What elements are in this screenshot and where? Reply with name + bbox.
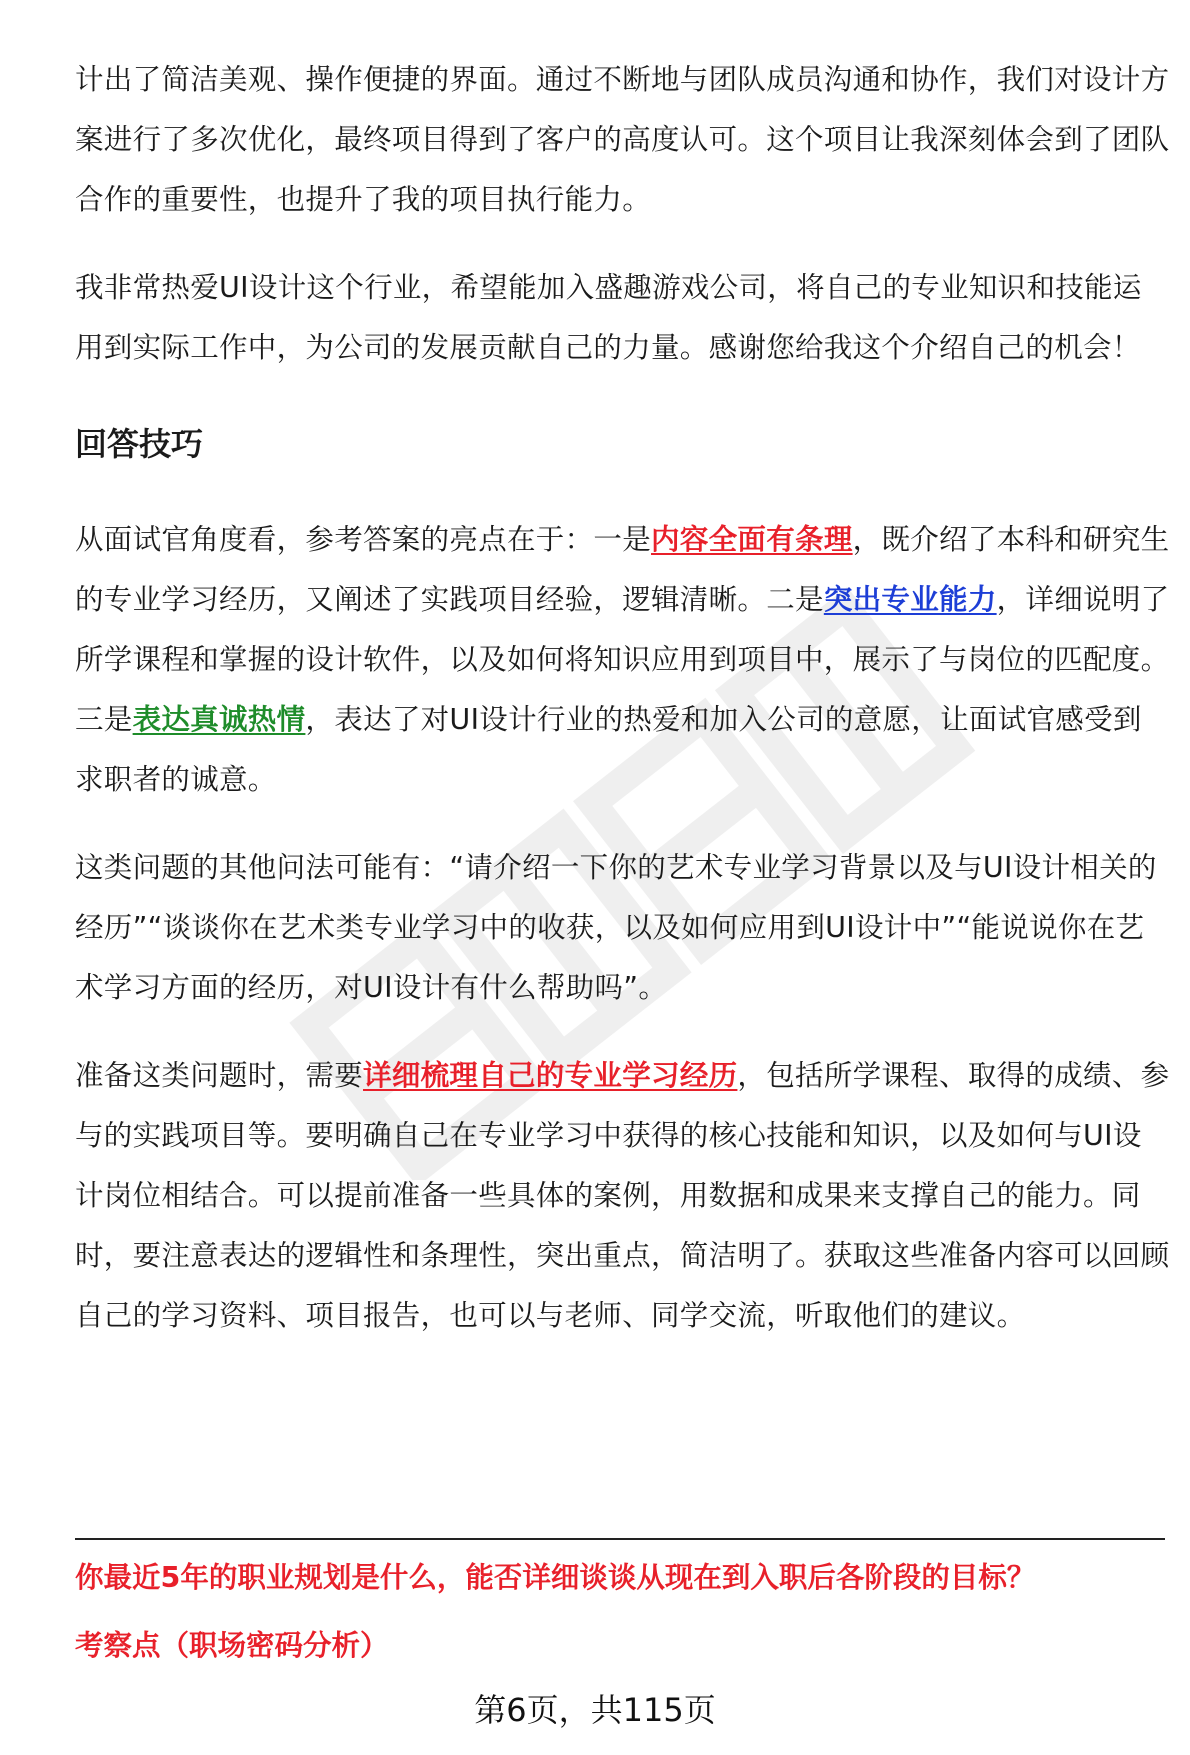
highlight-professional: 突出专业能力 bbox=[823, 583, 997, 616]
section-divider bbox=[75, 1538, 1165, 1540]
document-body bbox=[75, 50, 1170, 1346]
page-footer: 第6页，共115页 bbox=[474, 1691, 716, 1729]
section-heading: 回答技巧 bbox=[75, 425, 204, 463]
next-question: 你最近5年的职业规划是什么，能否详细谈谈从现在到入职后各阶段的目标？ bbox=[75, 1561, 1036, 1594]
highlight-comprehensive: 内容全面有条理 bbox=[651, 523, 853, 556]
highlight-sincere: 表达真诚热情 bbox=[132, 703, 306, 736]
highlight-study-experience: 详细梳理自己的专业学习经历 bbox=[363, 1059, 738, 1092]
tips-text-3: ，详细说明了所学课程和掌握的设计软件，以及如何将知识应用到项目中，展示了与岗位的匹配度。三是 bbox=[75, 583, 1170, 736]
prep-paragraph bbox=[75, 1046, 1170, 1346]
tips-text-2: ，既介绍了本科和研究生的专业学习经历，又阐述了实践项目经验，逻辑清晰。二是 bbox=[75, 523, 1170, 616]
tips-text-1: 从面试官角度看，参考答案的亮点在于：一是 bbox=[75, 523, 652, 556]
intro-paragraph-1: 计出了简洁美观、操作便捷的界面。通过不断地与团队成员沟通和协作，我们对设计方案进行了多次优化，最终项目得到了客户的高度认可。这个项目让我深刻体会到了团队合作的重要性，也提升了我的项目执行能力。 bbox=[75, 63, 1170, 216]
prep-text-1: 准备这类问题时，需要 bbox=[75, 1059, 364, 1092]
intro-paragraph-2: 我非常热爱UI设计这个行业，希望能加入盛趣游戏公司，将自己的专业知识和技能运用到实际工作中，为公司的发展贡献自己的力量。感谢您给我这个介绍自己的机会！ bbox=[75, 271, 1142, 364]
next-subheading: 考察点（职场密码分析） bbox=[75, 1629, 389, 1662]
tips-text-4: ，表达了对UI设计行业的热爱和加入公司的意愿，让面试官感受到求职者的诚意。 bbox=[75, 703, 1142, 796]
tips-paragraph bbox=[75, 510, 1170, 810]
other-questions-paragraph: 这类问题的其他问法可能有：“请介绍一下你的艺术专业学习背景以及与UI设计相关的经历”“谈谈你在艺术类专业学习中的收获，以及如何应用到UI设计中”“能说说你在艺术学习方面的经历，对UI设计有什么帮助吗”。 bbox=[75, 851, 1157, 1004]
prep-text-2: ，包括所学课程、取得的成绩、参与的实践项目等。要明确自己在专业学习中获得的核心技能和知识，以及如何与UI设计岗位相结合。可以提前准备一些具体的案例，用数据和成果来支撑自己的能力。同时，要注意表达的逻辑性和条理性，突出重点，简洁明了。获取这些准备内容可以回顾自己的学习资料、项目报告，也可以与老师、同学交流，听取他们的建议。 bbox=[75, 1059, 1170, 1332]
